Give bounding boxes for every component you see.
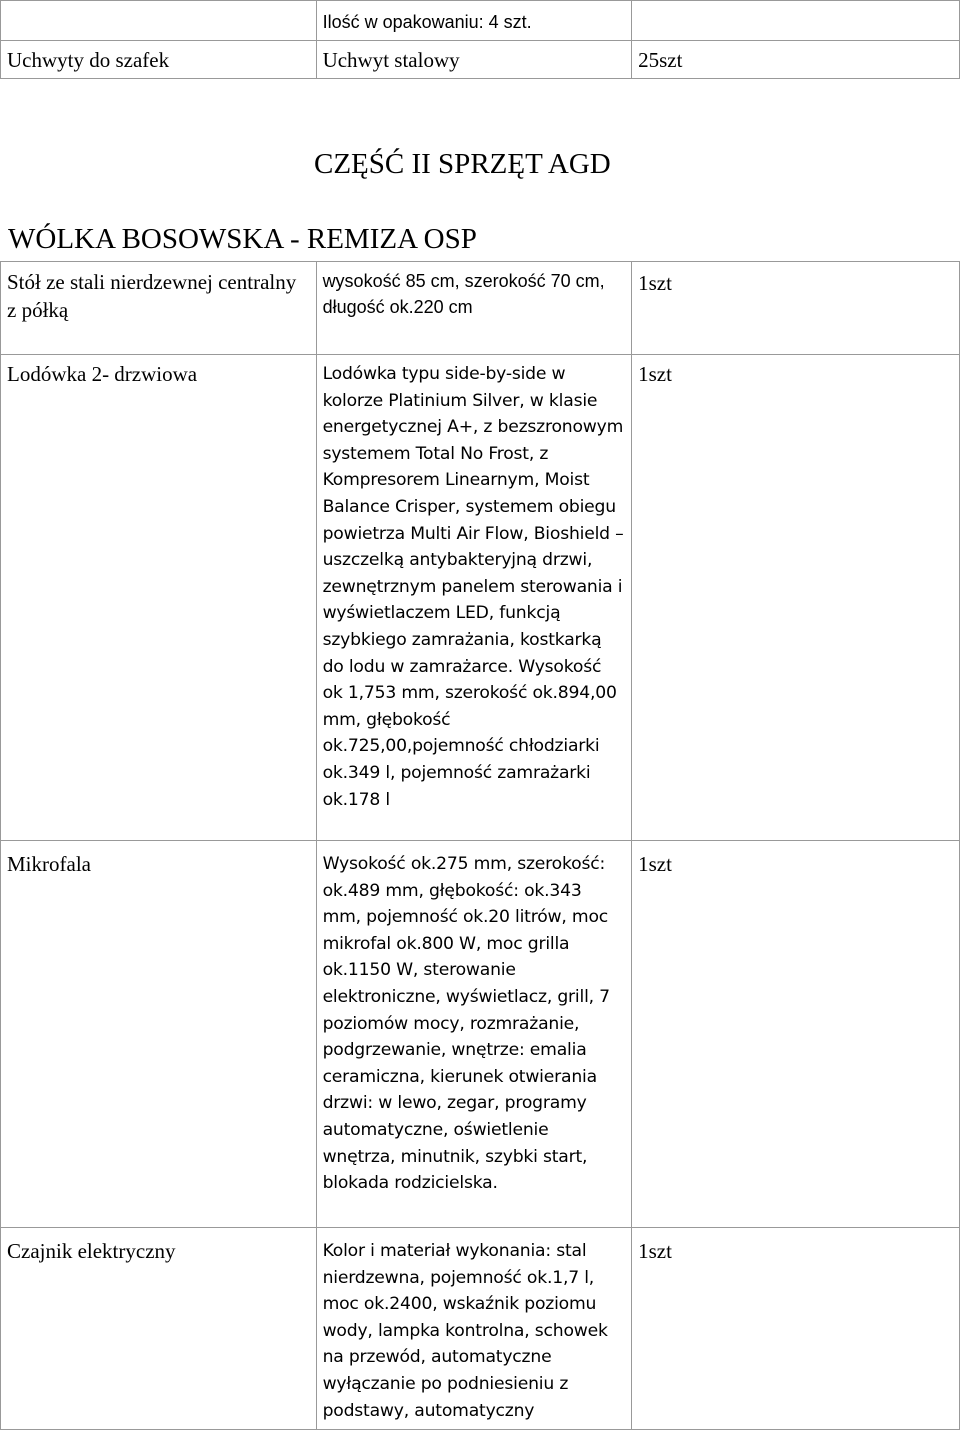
item-quantity: 1szt <box>632 262 960 355</box>
cell-empty <box>1 1 317 41</box>
item-name: Stół ze stali nierdzewnej centralny z półką <box>1 262 317 355</box>
part-heading: CZĘŚĆ II SPRZĘT AGD <box>314 148 611 180</box>
item-quantity: 1szt <box>632 355 960 841</box>
table-row <box>1 841 960 1228</box>
item-name: Czajnik elektryczny <box>1 1228 317 1430</box>
item-name: Lodówka 2- drzwiowa <box>1 355 317 841</box>
item-quantity: 1szt <box>632 841 960 1228</box>
table-row <box>1 1228 960 1430</box>
cell-empty <box>632 1 960 41</box>
item-description: Uchwyt stalowy <box>316 41 632 79</box>
section-heading: WÓLKA BOSOWSKA - REMIZA OSP <box>8 223 477 255</box>
table-row <box>1 41 960 79</box>
cell-package-quantity: Ilość w opakowaniu: 4 szt. <box>316 1 632 41</box>
item-name: Uchwyty do szafek <box>1 41 317 79</box>
item-description: Kolor i materiał wykonania: stal nierdzewna, pojemność ok.1,7 l, moc ok.2400, wskaźnik poziomu wody, lampka kontrolna, schowek na przewód, automatyczne wyłączanie po podniesieniu z podstawy, automatyczny <box>316 1228 632 1430</box>
top-table <box>0 0 960 79</box>
item-name: Mikrofala <box>1 841 317 1228</box>
item-description: Lodówka typu side-by-side w kolorze Platinium Silver, w klasie energetycznej A+, z bezszronowym systemem Total No Frost, z Kompresorem Linearnym, Moist Balance Crisper, systemem obiegu powietrza Multi Air Flow, Bioshield – uszczelką antybakteryjną drzwi, zewnętrznym panelem sterowania i wyświetlaczem LED, funkcją szybkiego zamrażania, kostkarką do lodu w zamrażarce. Wysokość ok 1,753 mm, szerokość ok.894,00 mm, głębokość ok.725,00,pojemność chłodziarki ok.349 l, pojemność zamrażarki ok.178 l <box>316 355 632 841</box>
item-description: Wysokość ok.275 mm, szerokość: ok.489 mm, głębokość: ok.343 mm, pojemność ok.20 litrów, moc mikrofal ok.800 W, moc grilla ok.1150 W, sterowanie elektroniczne, wyświetlacz, grill, 7 poziomów mocy, rozmrażanie, podgrzewanie, wnętrze: emalia ceramiczna, kierunek otwierania drzwi: w lewo, zegar, programy automatyczne, oświetlenie wnętrza, minutnik, szybki start, blokada rodzicielska. <box>316 841 632 1228</box>
item-description: wysokość 85 cm, szerokość 70 cm, długość ok.220 cm <box>316 262 632 355</box>
item-quantity: 25szt <box>632 41 960 79</box>
table-row <box>1 355 960 841</box>
table-row <box>1 262 960 355</box>
table-row <box>1 1 960 41</box>
item-quantity: 1szt <box>632 1228 960 1430</box>
equipment-table <box>0 261 960 1430</box>
